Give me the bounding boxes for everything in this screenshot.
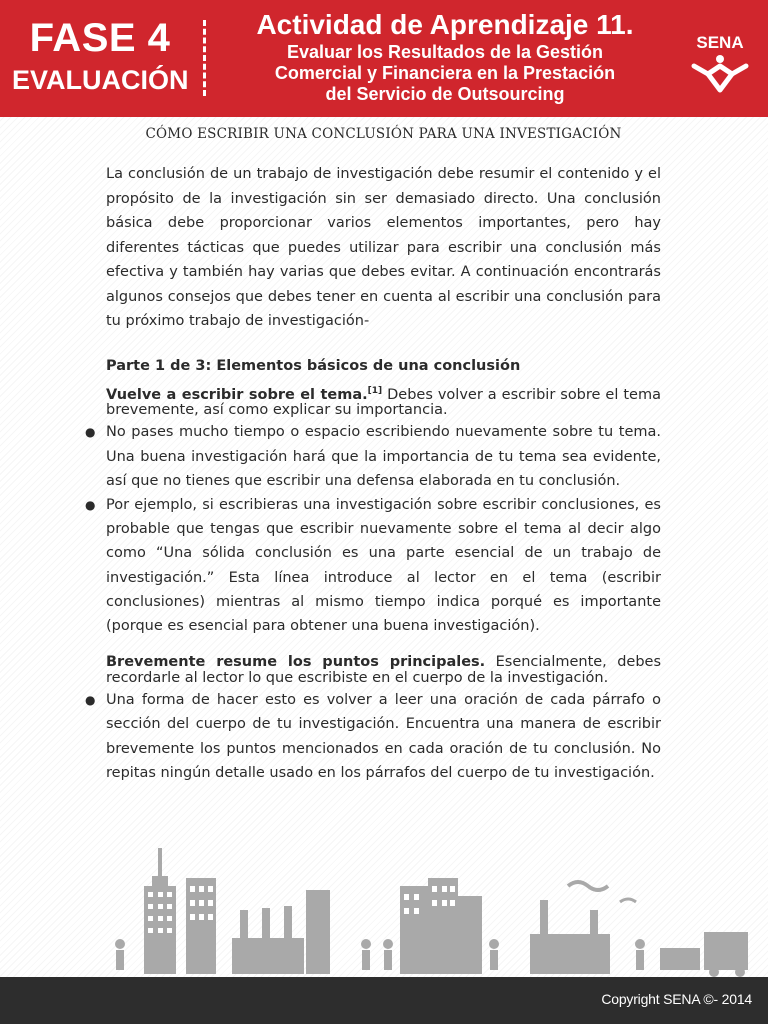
bullet-icon: ● — [85, 425, 96, 440]
header-divider — [203, 20, 206, 96]
list-item — [85, 493, 661, 638]
svg-text:SENA: SENA — [696, 33, 744, 52]
part-heading: Parte 1 de 3: Elementos básicos de una conclusión — [106, 357, 521, 374]
step-text: Esencialmente, debes recordarle al lector lo que escribiste en el cuerpo de la investigación. — [106, 654, 661, 687]
document-title: CÓMO ESCRIBIR UNA CONCLUSIÓN PARA UNA INVESTIGACIÓN — [145, 126, 622, 142]
header-banner — [0, 0, 768, 117]
step-title: Brevemente resume los puntos principales. — [106, 654, 486, 671]
activity-subtitle-line: Evaluar los Resultados de la Gestión — [286, 42, 604, 62]
list-item-text: No pases mucho tiempo o espacio escribiendo nuevamente sobre tu tema. Una buena investigación hará que la importancia de tu tema sea evidente, así que no tienes que escribir una defensa elaborada en tu conclusión. — [106, 424, 661, 489]
bullet-icon: ● — [85, 497, 96, 512]
list-item — [85, 688, 661, 785]
copyright-text: Copyright SENA ©- 2014 — [601, 991, 752, 1007]
step-lead — [106, 654, 661, 686]
step-title: Vuelve a escribir sobre el tema. — [106, 386, 368, 403]
phase-title: FASE 4 — [29, 16, 171, 60]
list-item-text: Una forma de hacer esto es volver a leer una oración de cada párrafo o sección del cuerpo de tu investigación. Encuentra una manera de escribir brevemente los puntos mencionados en cada oración de tu conclusión. No repitas ningún detalle usado en los párrafos del cuerpo de tu investigación. — [106, 692, 661, 781]
footer-bar — [0, 977, 768, 1024]
activity-title: Actividad de Aprendizaje 11. — [256, 9, 634, 40]
document-body — [85, 126, 661, 785]
phase-subtitle: EVALUACIÓN — [12, 65, 189, 95]
activity-subtitle-line: Comercial y Financiera en la Prestación — [274, 63, 616, 83]
sena-logo-icon — [684, 26, 756, 94]
step-text: Debes volver a escribir sobre el tema brevemente, así como explicar su importancia. — [106, 386, 661, 419]
activity-subtitle-line: del Servicio de Outsourcing — [325, 84, 565, 104]
list-item-text: Por ejemplo, si escribieras una investigación sobre escribir conclusiones, es probable que tengas que escribir nuevamente sobre el tema al decir algo como “Una sólida conclusión es una parte esencial de un trabajo de investigación.” Esta línea introduce al lector en el tema (escribir conclusiones) mientras al mismo tiempo indica porqué es importante (porque es esencial para obtener una buena investigación). — [106, 496, 661, 634]
step-bullets — [85, 688, 661, 785]
intro-paragraph: La conclusión de un trabajo de investigación debe resumir el contenido y el propósito de la investigación sin ser demasiado directo. Una conclusión básica debe proporcionar varios elementos importantes, pero hay diferentes tácticas que puedes utilizar para escribir una conclusión más efectiva y también hay varias que debes evitar. A continuación encontrarás algunos consejos que debes tener en cuenta al escribir una conclusión para tu próximo trabajo de investigación- — [106, 166, 661, 329]
bullet-icon: ● — [85, 693, 96, 708]
activity-subtitle — [220, 42, 670, 105]
step-lead — [106, 383, 661, 419]
list-item — [85, 420, 661, 493]
reference-link[interactable]: [1] — [367, 385, 383, 396]
city-skyline-illustration — [0, 840, 768, 978]
step-bullets — [85, 420, 661, 638]
